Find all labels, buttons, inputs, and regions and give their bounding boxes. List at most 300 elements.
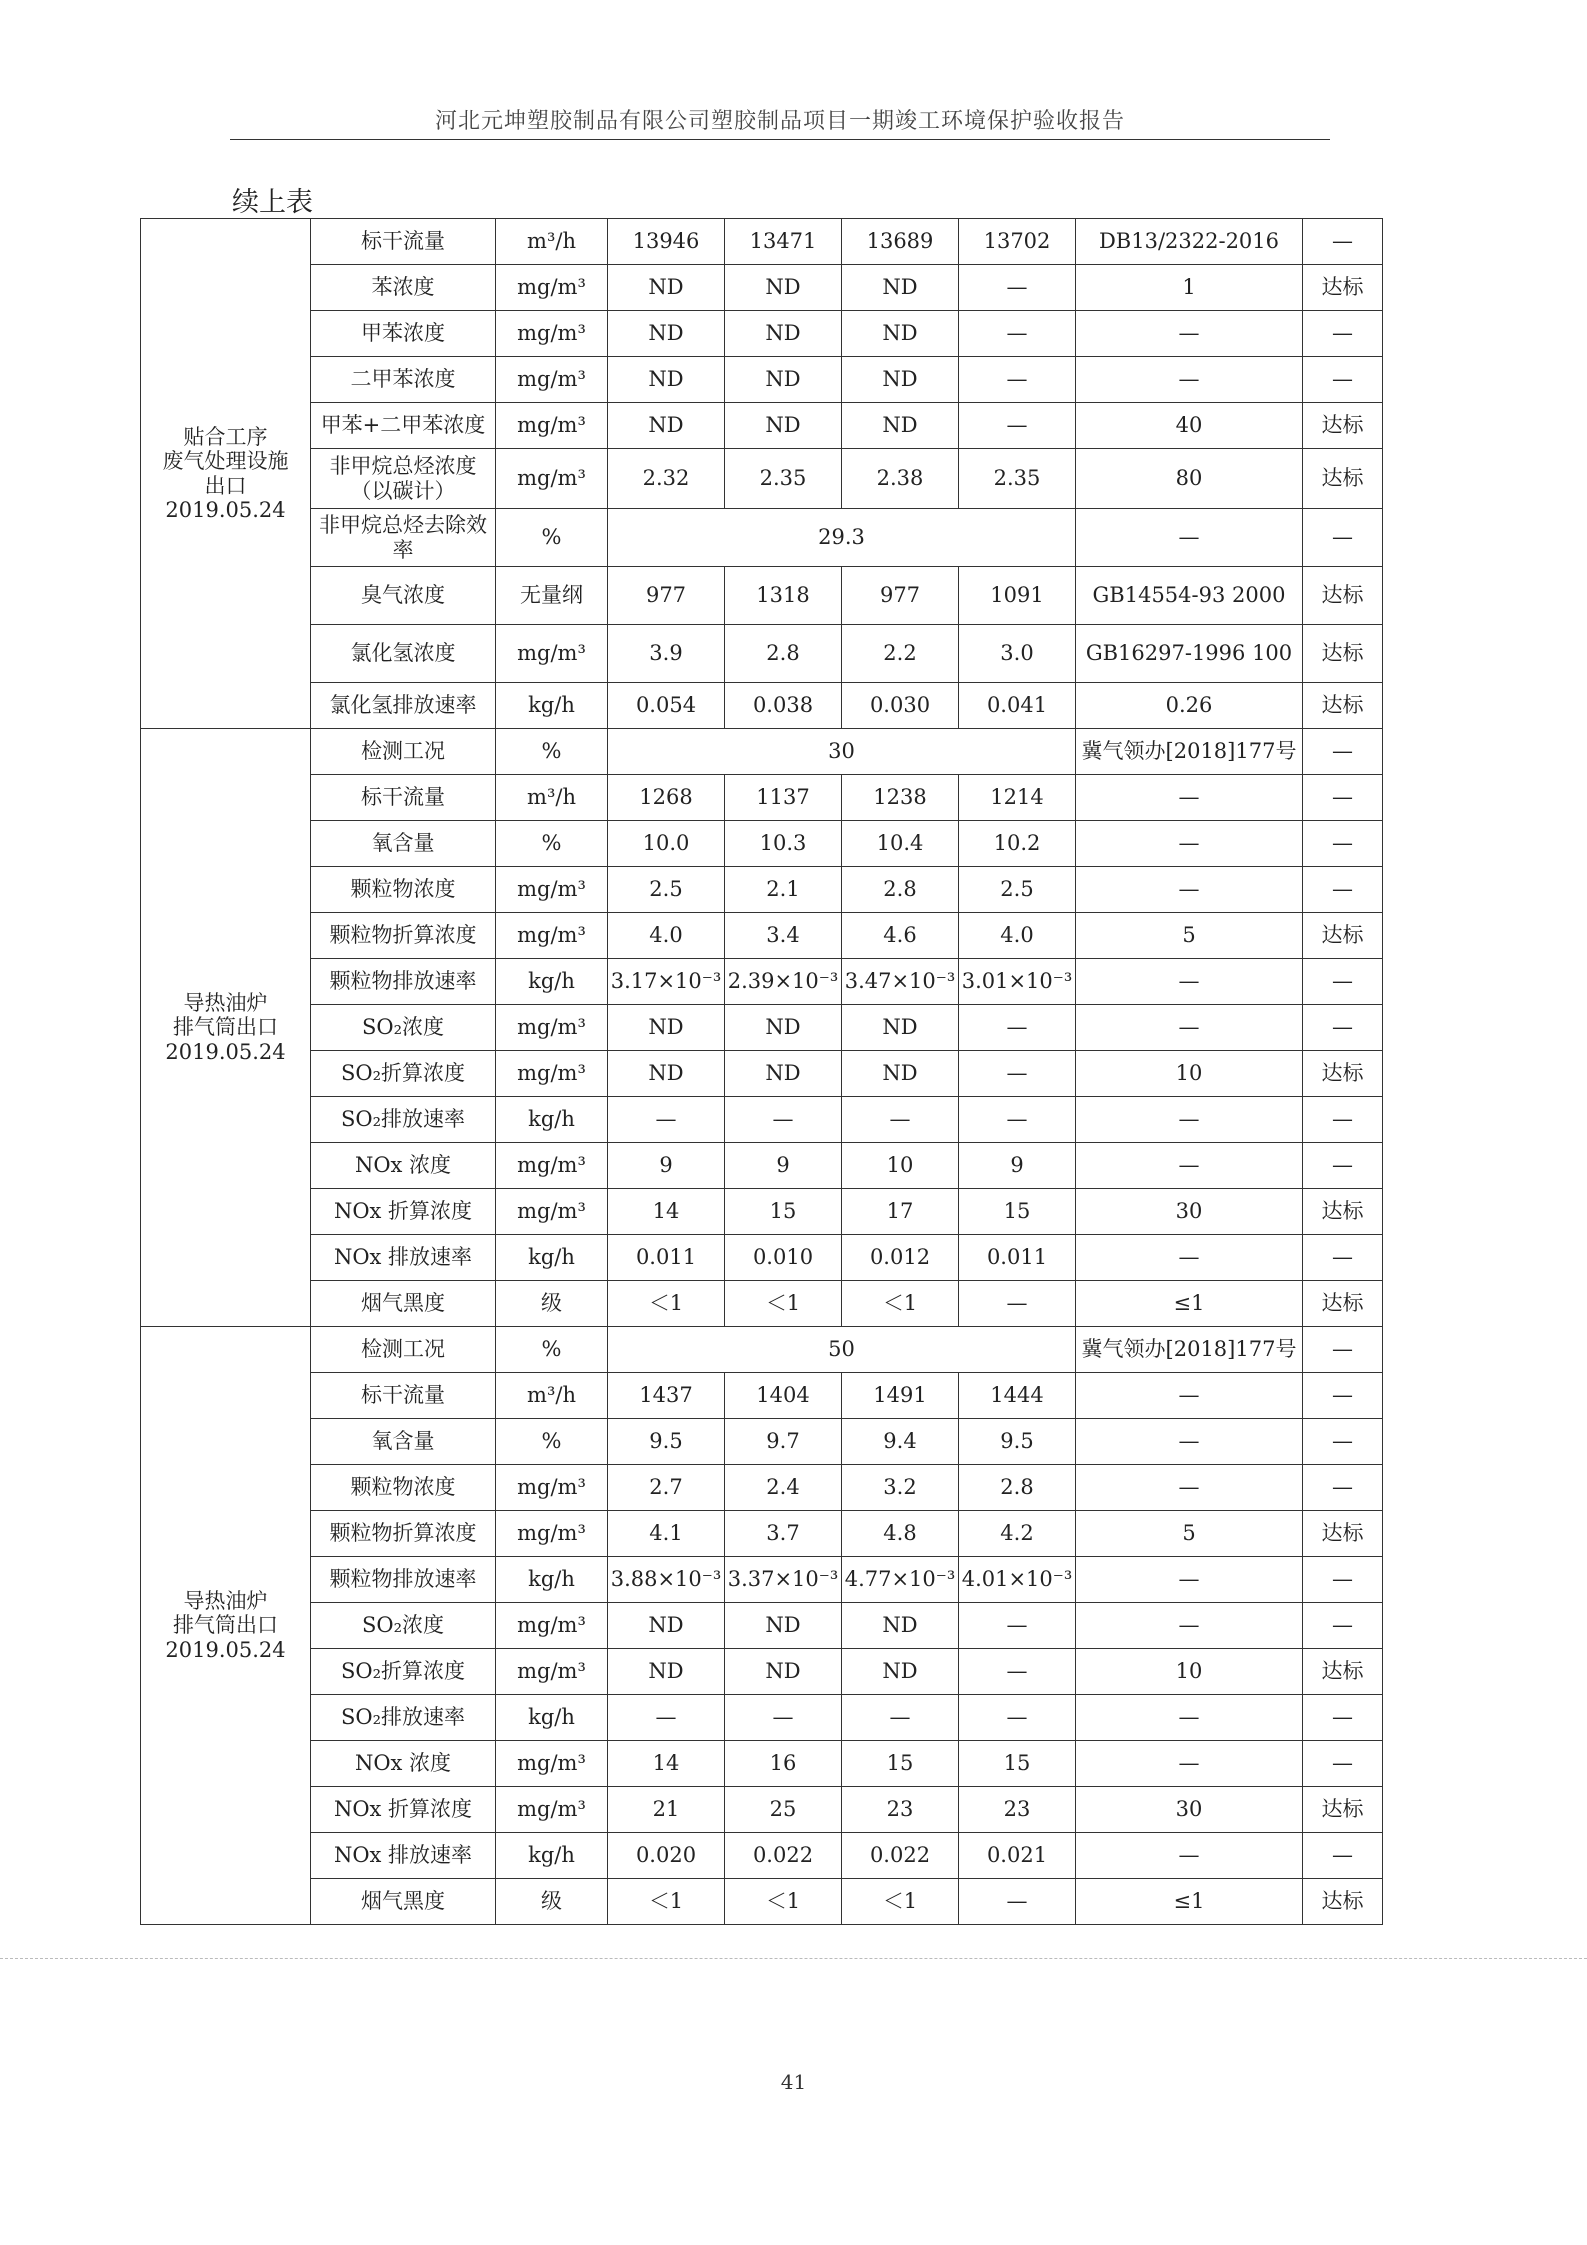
value-cell: —	[959, 403, 1076, 449]
table-row	[141, 683, 1383, 729]
value-cell: 3.01×10⁻³	[959, 959, 1076, 1005]
value-cell: —	[608, 1097, 725, 1143]
item-cell: SO₂排放速率	[311, 1695, 496, 1741]
item-cell: NOx 浓度	[311, 1143, 496, 1189]
value-cell: —	[608, 1695, 725, 1741]
value-cell: ND	[725, 265, 842, 311]
value-cell: 3.7	[725, 1511, 842, 1557]
standard-cell: 5	[1076, 913, 1303, 959]
value-cell: 15	[842, 1741, 959, 1787]
value-cell: 977	[608, 567, 725, 625]
table-row	[141, 1189, 1383, 1235]
value-cell: ＜1	[608, 1281, 725, 1327]
value-cell: 0.022	[842, 1833, 959, 1879]
value-cell: ND	[725, 311, 842, 357]
value-cell: 2.4	[725, 1465, 842, 1511]
standard-cell: 30	[1076, 1787, 1303, 1833]
value-cell: 4.77×10⁻³	[842, 1557, 959, 1603]
value-cell: ND	[842, 403, 959, 449]
value-cell: 1491	[842, 1373, 959, 1419]
value-cell: 9	[608, 1143, 725, 1189]
value-cell: 1437	[608, 1373, 725, 1419]
table-row	[141, 1557, 1383, 1603]
value-cell: 10	[842, 1143, 959, 1189]
value-cell: 23	[959, 1787, 1076, 1833]
item-cell: NOx 排放速率	[311, 1833, 496, 1879]
unit-cell: m³/h	[496, 219, 608, 265]
value-cell: 0.011	[959, 1235, 1076, 1281]
table-row	[141, 265, 1383, 311]
standard-cell: —	[1076, 1143, 1303, 1189]
table-row	[141, 1465, 1383, 1511]
table-row	[141, 1235, 1383, 1281]
item-cell: 烟气黑度	[311, 1281, 496, 1327]
value-cell: —	[959, 1005, 1076, 1051]
unit-cell: mg/m³	[496, 867, 608, 913]
item-cell: NOx 折算浓度	[311, 1787, 496, 1833]
table-row	[141, 357, 1383, 403]
table-row	[141, 509, 1383, 567]
monitoring-results-table	[140, 218, 1383, 1925]
value-cell: 1268	[608, 775, 725, 821]
value-cell: 3.88×10⁻³	[608, 1557, 725, 1603]
value-cell: 0.022	[725, 1833, 842, 1879]
value-cell: 9.4	[842, 1419, 959, 1465]
value-cell: 2.5	[959, 867, 1076, 913]
item-cell: 氧含量	[311, 1419, 496, 1465]
item-cell: 氯化氢排放速率	[311, 683, 496, 729]
result-cell: —	[1303, 1741, 1383, 1787]
value-cell: ＜1	[842, 1281, 959, 1327]
value-cell: 15	[959, 1741, 1076, 1787]
value-cell: —	[959, 311, 1076, 357]
item-cell: 氧含量	[311, 821, 496, 867]
unit-cell: kg/h	[496, 1557, 608, 1603]
item-cell: 颗粒物排放速率	[311, 1557, 496, 1603]
item-cell: SO₂排放速率	[311, 1097, 496, 1143]
item-cell: NOx 折算浓度	[311, 1189, 496, 1235]
table-row	[141, 1787, 1383, 1833]
result-cell: 达标	[1303, 265, 1383, 311]
standard-cell: GB16297-1996 100	[1076, 625, 1303, 683]
value-cell: —	[725, 1097, 842, 1143]
value-cell: 2.35	[725, 449, 842, 509]
table-row	[141, 1603, 1383, 1649]
result-cell: —	[1303, 821, 1383, 867]
merged-value-cell: 50	[608, 1327, 1076, 1373]
table-row	[141, 1051, 1383, 1097]
table-row	[141, 567, 1383, 625]
value-cell: —	[959, 1281, 1076, 1327]
table-row	[141, 1097, 1383, 1143]
value-cell: ND	[608, 1005, 725, 1051]
table-row	[141, 311, 1383, 357]
value-cell: —	[959, 357, 1076, 403]
value-cell: 2.5	[608, 867, 725, 913]
standard-cell: —	[1076, 1097, 1303, 1143]
value-cell: —	[959, 1603, 1076, 1649]
sampling-point-line: 废气处理设施	[162, 449, 289, 474]
table-row	[141, 1373, 1383, 1419]
value-cell: 1137	[725, 775, 842, 821]
item-cell: 甲苯+二甲苯浓度	[311, 403, 496, 449]
unit-cell: %	[496, 1419, 608, 1465]
value-cell: ND	[608, 1649, 725, 1695]
result-cell: —	[1303, 1373, 1383, 1419]
item-cell: 苯浓度	[311, 265, 496, 311]
standard-cell: ≤1	[1076, 1879, 1303, 1925]
item-cell: 标干流量	[311, 219, 496, 265]
table-row	[141, 1005, 1383, 1051]
standard-cell: 0.26	[1076, 683, 1303, 729]
value-cell: —	[959, 1695, 1076, 1741]
result-cell: —	[1303, 1557, 1383, 1603]
standard-cell: —	[1076, 1603, 1303, 1649]
sampling-point-line: 出口	[204, 473, 247, 498]
standard-cell: 10	[1076, 1051, 1303, 1097]
table-row	[141, 1419, 1383, 1465]
value-cell: 3.9	[608, 625, 725, 683]
table-row	[141, 775, 1383, 821]
value-cell: 1238	[842, 775, 959, 821]
value-cell: 3.17×10⁻³	[608, 959, 725, 1005]
item-cell: SO₂浓度	[311, 1005, 496, 1051]
standard-cell: —	[1076, 1741, 1303, 1787]
value-cell: ＜1	[725, 1879, 842, 1925]
value-cell: 10.4	[842, 821, 959, 867]
unit-cell: 级	[496, 1281, 608, 1327]
standard-cell: —	[1076, 311, 1303, 357]
unit-cell: mg/m³	[496, 913, 608, 959]
value-cell: 4.8	[842, 1511, 959, 1557]
value-cell: 10.3	[725, 821, 842, 867]
result-cell: —	[1303, 311, 1383, 357]
sampling-point-line: 贴合工序	[183, 425, 268, 450]
standard-cell: —	[1076, 775, 1303, 821]
unit-cell: %	[496, 729, 608, 775]
value-cell: ND	[725, 1051, 842, 1097]
result-cell: —	[1303, 219, 1383, 265]
value-cell: 0.020	[608, 1833, 725, 1879]
result-cell: —	[1303, 1419, 1383, 1465]
standard-cell: —	[1076, 1005, 1303, 1051]
unit-cell: mg/m³	[496, 357, 608, 403]
value-cell: ND	[725, 1603, 842, 1649]
value-cell: ND	[608, 1051, 725, 1097]
value-cell: 0.010	[725, 1235, 842, 1281]
value-cell: 23	[842, 1787, 959, 1833]
item-cell: SO₂折算浓度	[311, 1051, 496, 1097]
table-row	[141, 1695, 1383, 1741]
result-cell: 达标	[1303, 567, 1383, 625]
value-cell: 13702	[959, 219, 1076, 265]
item-cell: 氯化氢浓度	[311, 625, 496, 683]
table-row	[141, 1879, 1383, 1925]
standard-cell: 40	[1076, 403, 1303, 449]
result-cell: 达标	[1303, 1189, 1383, 1235]
value-cell: —	[725, 1695, 842, 1741]
standard-cell: 30	[1076, 1189, 1303, 1235]
sampling-point-line: 排气筒出口	[173, 1015, 278, 1040]
unit-cell: mg/m³	[496, 1143, 608, 1189]
result-cell: —	[1303, 867, 1383, 913]
value-cell: ND	[842, 357, 959, 403]
value-cell: 13689	[842, 219, 959, 265]
standard-cell: —	[1076, 1695, 1303, 1741]
value-cell: 14	[608, 1189, 725, 1235]
table-row	[141, 913, 1383, 959]
result-cell: 达标	[1303, 1051, 1383, 1097]
unit-cell: m³/h	[496, 1373, 608, 1419]
unit-cell: mg/m³	[496, 1649, 608, 1695]
item-cell: NOx 排放速率	[311, 1235, 496, 1281]
value-cell: 2.38	[842, 449, 959, 509]
standard-cell: —	[1076, 1419, 1303, 1465]
merged-value-cell: 30	[608, 729, 1076, 775]
standard-cell: 80	[1076, 449, 1303, 509]
unit-cell: mg/m³	[496, 265, 608, 311]
result-cell: 达标	[1303, 683, 1383, 729]
value-cell: 1318	[725, 567, 842, 625]
sampling-point-cell	[141, 1327, 311, 1925]
unit-cell: mg/m³	[496, 1465, 608, 1511]
value-cell: ND	[608, 265, 725, 311]
value-cell: ND	[608, 403, 725, 449]
value-cell: 10.2	[959, 821, 1076, 867]
table-row	[141, 1649, 1383, 1695]
value-cell: 3.4	[725, 913, 842, 959]
value-cell: 10.0	[608, 821, 725, 867]
value-cell: 2.35	[959, 449, 1076, 509]
value-cell: —	[842, 1097, 959, 1143]
scan-artifact-line	[0, 1958, 1587, 1959]
unit-cell: 级	[496, 1879, 608, 1925]
unit-cell: %	[496, 509, 608, 567]
standard-cell: 冀气领办[2018]177号	[1076, 729, 1303, 775]
standard-cell: DB13/2322-2016	[1076, 219, 1303, 265]
value-cell: ND	[842, 265, 959, 311]
value-cell: 1214	[959, 775, 1076, 821]
table-row	[141, 821, 1383, 867]
unit-cell: mg/m³	[496, 449, 608, 509]
result-cell: —	[1303, 959, 1383, 1005]
value-cell: —	[959, 265, 1076, 311]
unit-cell: mg/m³	[496, 625, 608, 683]
value-cell: ND	[842, 1051, 959, 1097]
sampling-point-line: 排气筒出口	[173, 1613, 278, 1638]
value-cell: 13946	[608, 219, 725, 265]
sampling-point-line: 2019.05.24	[165, 1637, 286, 1662]
unit-cell: mg/m³	[496, 1603, 608, 1649]
value-cell: —	[959, 1051, 1076, 1097]
sampling-point-cell	[141, 219, 311, 729]
item-cell: 二甲苯浓度	[311, 357, 496, 403]
value-cell: ND	[725, 1649, 842, 1695]
unit-cell: mg/m³	[496, 403, 608, 449]
result-cell: —	[1303, 509, 1383, 567]
unit-cell: kg/h	[496, 683, 608, 729]
value-cell: 2.2	[842, 625, 959, 683]
standard-cell: —	[1076, 1833, 1303, 1879]
merged-value-cell: 29.3	[608, 509, 1076, 567]
value-cell: 4.1	[608, 1511, 725, 1557]
standard-cell: 5	[1076, 1511, 1303, 1557]
item-cell: 非甲烷总烃浓度（以碳计）	[311, 449, 496, 509]
result-cell: —	[1303, 357, 1383, 403]
table-row	[141, 219, 1383, 265]
standard-cell: —	[1076, 1557, 1303, 1603]
result-cell: —	[1303, 1465, 1383, 1511]
standard-cell: —	[1076, 867, 1303, 913]
sampling-point-line: 2019.05.24	[165, 1039, 286, 1064]
value-cell: 13471	[725, 219, 842, 265]
value-cell: 1091	[959, 567, 1076, 625]
value-cell: 0.011	[608, 1235, 725, 1281]
value-cell: —	[959, 1097, 1076, 1143]
value-cell: 9	[959, 1143, 1076, 1189]
value-cell: —	[959, 1879, 1076, 1925]
value-cell: 2.8	[842, 867, 959, 913]
table-row	[141, 1327, 1383, 1373]
unit-cell: mg/m³	[496, 1189, 608, 1235]
result-cell: 达标	[1303, 913, 1383, 959]
standard-cell: —	[1076, 1373, 1303, 1419]
value-cell: 2.8	[959, 1465, 1076, 1511]
standard-cell: 1	[1076, 265, 1303, 311]
unit-cell: 无量纲	[496, 567, 608, 625]
standard-cell: —	[1076, 357, 1303, 403]
unit-cell: mg/m³	[496, 311, 608, 357]
item-cell: 臭气浓度	[311, 567, 496, 625]
value-cell: 3.37×10⁻³	[725, 1557, 842, 1603]
value-cell: 3.47×10⁻³	[842, 959, 959, 1005]
value-cell: ND	[842, 311, 959, 357]
value-cell: 4.01×10⁻³	[959, 1557, 1076, 1603]
result-cell: 达标	[1303, 625, 1383, 683]
value-cell: 4.2	[959, 1511, 1076, 1557]
unit-cell: mg/m³	[496, 1511, 608, 1557]
value-cell: ＜1	[842, 1879, 959, 1925]
value-cell: ND	[842, 1649, 959, 1695]
item-cell: 颗粒物浓度	[311, 867, 496, 913]
value-cell: 25	[725, 1787, 842, 1833]
value-cell: ND	[842, 1005, 959, 1051]
item-cell: 非甲烷总烃去除效率	[311, 509, 496, 567]
header-divider	[230, 139, 1330, 140]
value-cell: ＜1	[608, 1879, 725, 1925]
value-cell: ND	[725, 1005, 842, 1051]
value-cell: 1404	[725, 1373, 842, 1419]
item-cell: 颗粒物折算浓度	[311, 1511, 496, 1557]
result-cell: —	[1303, 1695, 1383, 1741]
result-cell: —	[1303, 729, 1383, 775]
item-cell: 标干流量	[311, 775, 496, 821]
table-row	[141, 1281, 1383, 1327]
item-cell: 甲苯浓度	[311, 311, 496, 357]
result-cell: 达标	[1303, 1511, 1383, 1557]
value-cell: 15	[725, 1189, 842, 1235]
value-cell: 9.5	[608, 1419, 725, 1465]
unit-cell: kg/h	[496, 959, 608, 1005]
page-number: 41	[780, 2070, 807, 2094]
result-cell: —	[1303, 1143, 1383, 1189]
item-cell: SO₂折算浓度	[311, 1649, 496, 1695]
standard-cell: —	[1076, 959, 1303, 1005]
value-cell: 0.012	[842, 1235, 959, 1281]
value-cell: 2.7	[608, 1465, 725, 1511]
value-cell: —	[842, 1695, 959, 1741]
value-cell: ND	[608, 1603, 725, 1649]
result-cell: 达标	[1303, 1281, 1383, 1327]
item-cell: NOx 浓度	[311, 1741, 496, 1787]
result-cell: 达标	[1303, 1787, 1383, 1833]
value-cell: ND	[725, 357, 842, 403]
value-cell: ND	[608, 357, 725, 403]
value-cell: 16	[725, 1741, 842, 1787]
unit-cell: %	[496, 1327, 608, 1373]
result-cell: —	[1303, 1603, 1383, 1649]
value-cell: 14	[608, 1741, 725, 1787]
value-cell: 17	[842, 1189, 959, 1235]
value-cell: ND	[842, 1603, 959, 1649]
result-cell: —	[1303, 1097, 1383, 1143]
value-cell: 9.7	[725, 1419, 842, 1465]
result-cell: 达标	[1303, 1879, 1383, 1925]
standard-cell: ≤1	[1076, 1281, 1303, 1327]
item-cell: 检测工况	[311, 1327, 496, 1373]
item-cell: 颗粒物浓度	[311, 1465, 496, 1511]
item-cell: 检测工况	[311, 729, 496, 775]
value-cell: ＜1	[725, 1281, 842, 1327]
result-cell: 达标	[1303, 449, 1383, 509]
value-cell: 9	[725, 1143, 842, 1189]
result-cell: —	[1303, 775, 1383, 821]
item-cell: 颗粒物排放速率	[311, 959, 496, 1005]
value-cell: 3.0	[959, 625, 1076, 683]
standard-cell: 冀气领办[2018]177号	[1076, 1327, 1303, 1373]
value-cell: 977	[842, 567, 959, 625]
value-cell: 4.0	[608, 913, 725, 959]
value-cell: 0.030	[842, 683, 959, 729]
value-cell: —	[959, 1649, 1076, 1695]
value-cell: 0.054	[608, 683, 725, 729]
table-row	[141, 1833, 1383, 1879]
result-cell: —	[1303, 1005, 1383, 1051]
table-row	[141, 867, 1383, 913]
standard-cell: —	[1076, 1465, 1303, 1511]
standard-cell: —	[1076, 509, 1303, 567]
item-cell: 烟气黑度	[311, 1879, 496, 1925]
value-cell: 21	[608, 1787, 725, 1833]
table-row	[141, 1143, 1383, 1189]
sampling-point-line: 2019.05.24	[165, 497, 286, 522]
unit-cell: mg/m³	[496, 1741, 608, 1787]
value-cell: 2.39×10⁻³	[725, 959, 842, 1005]
table-row	[141, 449, 1383, 509]
standard-cell: —	[1076, 821, 1303, 867]
unit-cell: mg/m³	[496, 1051, 608, 1097]
result-cell: —	[1303, 1833, 1383, 1879]
unit-cell: m³/h	[496, 775, 608, 821]
standard-cell: —	[1076, 1235, 1303, 1281]
value-cell: ND	[725, 403, 842, 449]
table-row	[141, 403, 1383, 449]
result-cell: —	[1303, 1235, 1383, 1281]
result-cell: 达标	[1303, 1649, 1383, 1695]
table-row	[141, 959, 1383, 1005]
value-cell: 2.1	[725, 867, 842, 913]
value-cell: 15	[959, 1189, 1076, 1235]
